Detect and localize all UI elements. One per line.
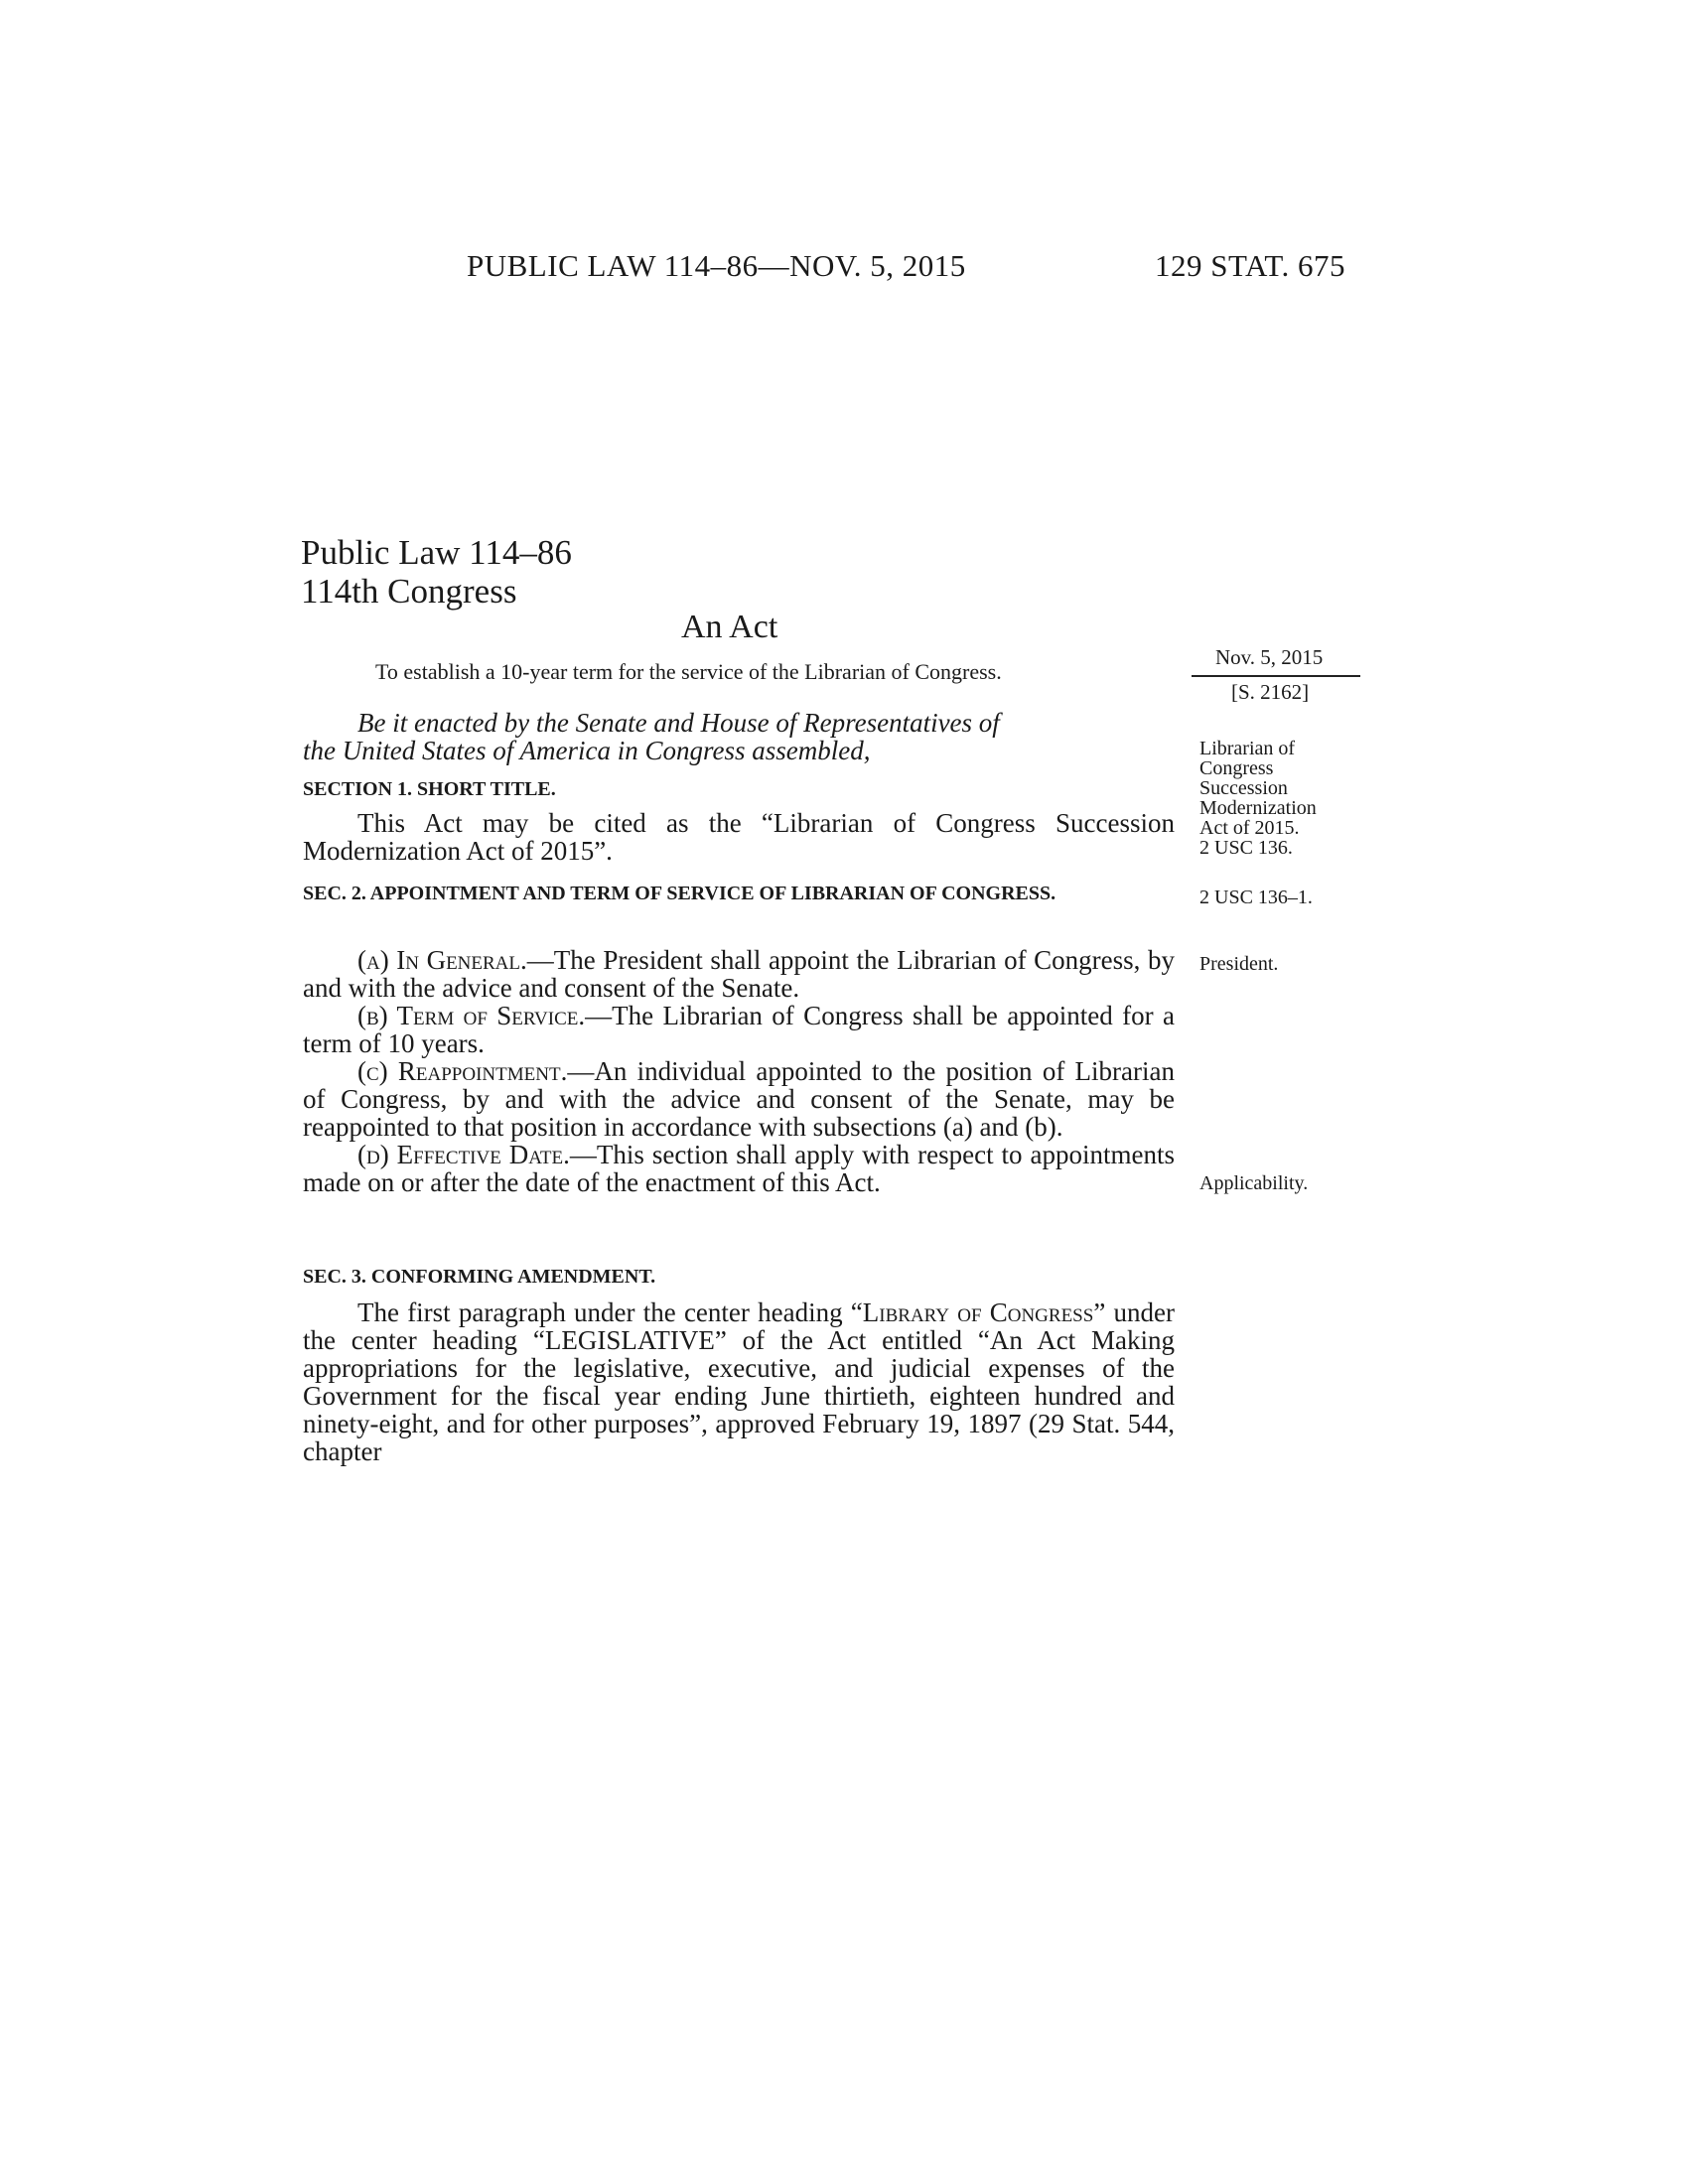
subsection-c [303,1057,1175,1141]
margin-note-line: Librarian of [1199,738,1296,759]
subsection-b [303,1002,1175,1057]
subsection-c-text: .—An individual appointed to the position of Librarian of Congress, by and with the advice and consent of the Senate, may be reappointed to that position in accordance with subsections (a) and (b). [303,1056,1176,1142]
margin-note-president: President. [1199,953,1279,975]
section-1-heading: SECTION 1. SHORT TITLE. [303,778,556,800]
running-header-title: PUBLIC LAW 114–86—NOV. 5, 2015 [467,248,966,283]
section-2-heading: SEC. 2. APPOINTMENT AND TERM OF SERVICE OF LIBRARIAN OF CONGRESS. [303,883,1056,904]
enacting-clause-line1: Be it enacted by the Senate and House of Representatives of [357,708,1000,738]
section-3-text [303,1298,1175,1465]
enacting-clause [303,709,1175,764]
margin-note-line: Act of 2015. [1199,817,1300,839]
section-3-paragraph [303,1298,1175,1465]
margin-note-line: Modernization [1199,797,1317,819]
section-3-text-smallcaps: Library of Congress [862,1297,1094,1327]
margin-note-line: Succession [1199,777,1288,799]
subsection-d [303,1141,1175,1196]
enacting-clause-line2: the United States of America in Congress assembled, [303,736,871,765]
subsection-a-text: .—The President shall appoint the Librarian of Congress, by and with the advice and consent of the Senate. [303,945,1175,1003]
subsection-d-label: (d) Effective Date [357,1140,564,1169]
margin-note-line: Congress [1199,757,1274,779]
subsection-c-label: (c) Reappointment [357,1056,561,1086]
section-3-text-post: ” under the center heading “LEGISLATIVE” of the Act entitled “An Act Making appropriations for the legislative, executive, and judicial expenses of the Government for the fiscal year ending June thirtieth, eighteen hundred and ninety-eight, and for other purposes”, approved February 19, 1897 (29 Stat. 544, chapter [303,1297,1176,1466]
margin-note-applicability: Applicability. [1199,1172,1309,1194]
section-2-subsections [303,946,1175,1196]
section-1-text [303,809,1175,865]
margin-rule [1192,675,1360,677]
margin-note-sec2-usc: 2 USC 136–1. [1199,887,1313,908]
congress-number: 114th Congress [301,572,517,611]
margin-note-usc: 2 USC 136. [1199,837,1293,859]
subsection-a [303,946,1175,1002]
section-3-heading: SEC. 3. CONFORMING AMENDMENT. [303,1266,656,1288]
section-1-paragraph: This Act may be cited as the “Librarian of Congress Succession Modernization Act of 2015”. [303,808,1175,866]
stat-page-number: 129 STAT. 675 [1155,248,1346,283]
act-purpose: To establish a 10-year term for the service of the Librarian of Congress. [375,659,1002,684]
act-label: An Act [681,609,778,645]
subsection-d-text: .—This section shall apply with respect to appointments made on or after the date of the enactment of this Act. [303,1140,1175,1197]
subsection-b-text: .—The Librarian of Congress shall be appointed for a term of 10 years. [303,1001,1175,1058]
margin-bill-number: [S. 2162] [1231,680,1310,704]
margin-note-short-title [1199,739,1317,858]
margin-date: Nov. 5, 2015 [1215,645,1324,669]
section-3-text-pre: The first paragraph under the center heading “ [357,1297,863,1327]
subsection-a-label: (a) In General [357,945,521,975]
subsection-b-label: (b) Term of Service [357,1001,579,1030]
public-law-number: Public Law 114–86 [301,533,572,572]
